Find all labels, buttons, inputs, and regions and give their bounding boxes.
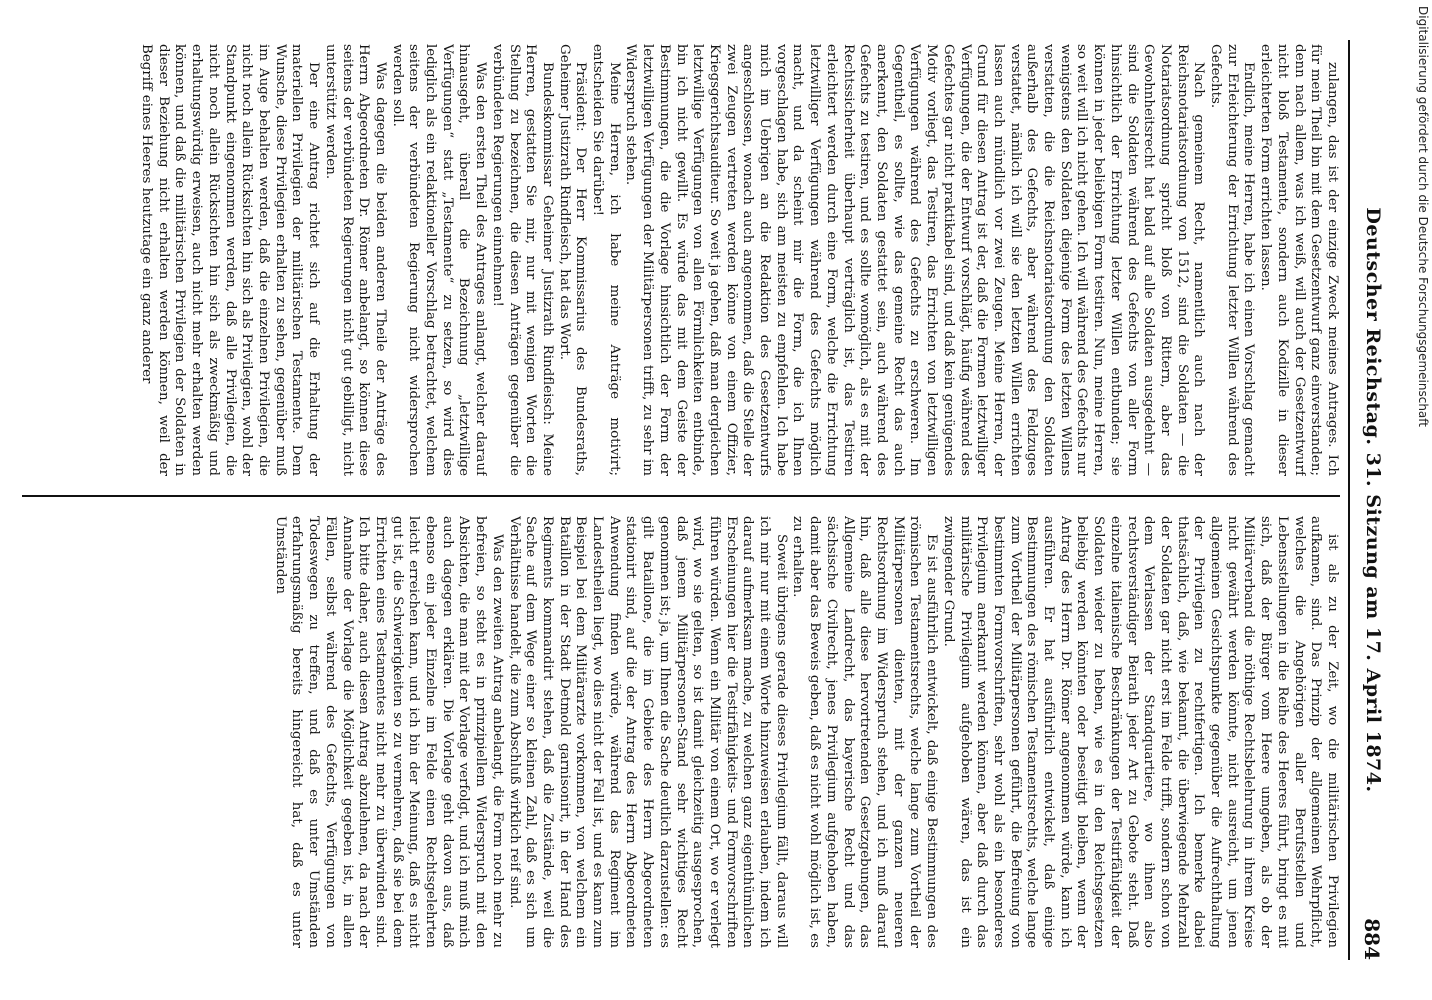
paragraph: Was dagegen die beiden anderen Theile der Anträge des Herrn Abgeordneten Dr. Römer anbelangt, so können diese seitens der verbündeten Regierungen nicht gut gebilligt, nicht unterstützt werden. [322,44,388,476]
paragraph: Endlich, meine Herren, habe ich einen Vorschlag gemacht zur Erleichterung der Errichtung letzter Willen während des Gefechts. [1208,44,1257,476]
paragraph: ist als zu der Zeit, wo die militärischen Privilegien aufkamen, sind. Das Prinzip der allgemeinen Wehrpflicht, welches die Angehörigen aller Berufsstellen und Lebensstellungen in die Reihe des Heeres führt, bringt es mit sich, daß der Bürger vom Heere umgeben, als ob der Militärverband die nöthige Rechtsbelehrung in ihrem Kreise nicht gewährt werden könnte, nicht ausreicht, um jenen allgemeinen Gesichtspunkte gegenüber die Aufrechthaltung der Privilegien zu rechtfertigen. Ich bemerke dabei thatsächlich, daß, wie bekannt, die überwiegende Mehrzahl der Soldaten gar nicht erst im Felde trifft, sondern schon von dem Verlassen der Standquartiere, wo ihnen also rechtsverständiger Beirath jeder Art zu Gebote steht. Daß einzelne italienische Beschränkungen der Testirfähigkeit der Soldaten wieder zu heben, wie es in den Reichsgesetzen beliebig werden könnten oder beseitigt bleiben, wenn der Antrag des Herrn Dr. Römer angenommen würde, kann ich ausführen. Er hat ausführlich entwickelt, daß einige Bestimmungen des römischen Testamentsrechts, welche lange zum Vortheil der Militärpersonen geführt, die Befreiung von bestimmten Formvorschriften, sehr wohl als ein besonderes Privilegium anerkannt werden können, aber daß durch das militärische Privilegium aufgehoben wären, das ist ein zwingender Grund. [940,516,1340,948]
running-title: Deutscher Reichstag. 31. Sitzung am 17. April 1874. [1362,207,1384,793]
digitization-credit-strip [1414,0,1432,1000]
paragraph: Nach gemeinem Recht, namentlich auch nach der Reichsnotariatsordnung von 1512, sind die Soldaten — die Notariatsordnung spricht bloß von Rittern, aber das Gewohnheitsrecht hat bald auf alle Soldaten ausgedehnt — sind die Soldaten während des Gefechts von aller Form hinsichtlich der Errichtung letzter Willen entbunden; sie können in jeder beliebigen Form testiren. Nun, meine Herren, so weit will ich nicht gehen. Ich will während des Gefechts nur wenigstens den Soldaten diejenige Form des letzten Willens verstatten, die die Reichsnotariatsordnung den Soldaten außerhalb des Gefechts, aber während des Feldzuges verstattet, nämlich ich will sie den letzten Willen errichten lassen auch mündlich vor zwei Zeugen. Meine Herren, der Grund für diesen Antrag ist der, daß die Formen letztwilliger Verfügungen, die der Entwurf vorschlägt, häufig während des Gefechtes gar nicht praktikabel sind, und daß kein genügendes Motiv vorliegt, das Testiren, das Errichten von letztwilligen Verfügungen während des Gefechts zu erschweren. Im Gegentheil, es sollte, wie das gemeine Recht das auch anerkennt, den Soldaten gestattet sein, auch während des Gefechts zu testiren, und es sollte womöglich, als es mit der Rechtssicherheit überhaupt verträglich ist, das Testiren erleichtert werden durch eine Form, welche die Errichtung letztwilliger Verfügungen während des Gefechts möglich macht, und da scheint mir die Form, die ich Ihnen vorgeschlagen habe, sich am meisten zu empfehlen. Ich habe mich im Uebrigen an die Redaktion des Gesetzentwurfs angeschlossen, wonach auch angenommen, daß die Stelle der zwei Zeugen vertreten werden könne von einem Offizier, Kriegsgerichtsauditeur. So weit ja gehen, daß man dergleichen letztwillige Verfügungen von allen Förmlichkeiten entbinde, bin ich nicht gewillt. Es würde das mit dem Geiste der Bestimmungen, die die Vorlage hinsichtlich der Form der letztwilligen Verfügungen der Militärpersonen trifft, zu sehr im Widerspruch stehen. [623,44,1207,476]
paragraph: Soweit übrigens gerade dieses Privilegium fällt, daraus will ich mir nur mit einem Worte hinzuweisen erlauben, indem ich darauf aufmerksam mache, zu welchen ganz eigenthümlichen Erscheinungen hier die Testirfähigkeits- und Formvorschriften führen würden. Wenn ein Militär von einem Ort, wo er verlegt wird, wo sie gelten, so ist damit gleichzeitig ausgesprochen, daß jenem Militärpersonen-Stand sehr wichtiges Recht genommen ist; ja, um Ihnen die Sache deutlich darzustellen: es gilt Bataillone, die im Gebiete des Herrn Abgeordneten stationirt sind, auf die der Antrag des Herrn Abgeordneten Anwendung finden würde, während das Regiment im Landestheilen liegt, wo dies nicht der Fall ist, und es kann zum Beispiel bei dem Militärarzte vorkommen, von welchem ein Bataillon in der Stadt Detmold garnisonirt, in der Hand des Regiments kommandirt stehen, daß die Zustände, weil die Sache auf dem Wege einer so kleinen Zahl, daß es sich um Verhältnisse handelt, die zum Abschluß wirklich reif sind. [506,516,789,948]
header-rule [1348,40,1350,960]
paragraph: Der eine Antrag richtet sich auf die Erhaltung der materiellen Privilegien der militärischen Testamente. Dem Wunsche, diese Privilegien erhalten zu sehen, gegenüber muß im Auge behalten werden, daß die einzelnen Privilegien, die nicht noch allein Rücksichten hin sich als Privilegien, wohl der Standpunkt eingenommen werden, daß alle Privilegien, die nicht noch allein Rücksichten hin sich als zweckmäßig und erhaltungswürdig erweisen, auch nicht mehr erhalten werden können, und daß die militärischen Privilegien der Soldaten in dieser Beziehung nicht erhalten werden können, weil der Begriff eines Heeres heutzutage ein ganz anderer [139,44,322,476]
left-text-column [20,44,1340,476]
paragraph: Meine Herren, ich habe meine Anträge motivirt; entscheiden Sie darüber! [590,44,622,476]
paragraph: Bundeskommissar Geheimer Justizrath Rindfleisch: Meine Herren, gestatten Sie mir, nur mit wenigen Worten die Stellung zu bezeichnen, die diesen Anträgen gegenüber die verbündeten Regierungen einnehmen! [489,44,555,476]
digitization-credit-text: Digitalisierung gefördert durch die Deutsche Forschungsgemeinschaft [1416,6,1430,428]
page-header [1354,40,1384,960]
paragraph: Was den zweiten Antrag anbelangt, die Form noch mehr zu befreien, so steht es in prinzipiellem Widerspruch mit den Absichten, die man mit der Vorlage verfolgt, und ich muß mich auch dagegen erklären. Die Vorlage geht davon aus, daß ebenso ein jeder Einzelne im Felde einen Rechtsgelehrten leicht erreichen kann, und ich bin der Meinung, daß es nicht gut ist, die Schwierigkeiten so zu vermehren, daß sie bei dem Errichten eines Testamentes nicht mehr zu überwinden sind. Ich bitte daher, auch diesen Antrag abzulehnen, da nach der Annahme der Vorlage die Möglichkeit gegeben ist, in allen Fällen, selbst während des Gefechts, Verfügungen von Todeswegen zu treffen, und daß es unter Umständen erfahrungsmäßig bereits hingereicht hat, daß es unter Umständen [272,516,505,948]
paragraph: Präsident: Der Herr Kommissarius des Bundesraths, Geheimer Justizrath Rindfleisch, hat das Wort. [556,44,589,476]
column-divider [22,495,1340,497]
page-number: 884 [1360,918,1384,960]
right-text-column [20,516,1340,948]
paragraph: Was den ersten Theil des Antrages anlangt, welcher darauf hinausgeht, überall die Bezeichnung „letztwillige Verfügungen“ statt „Testamente“ zu setzen, so wird dies lediglich als ein redaktioneller Vorschlag betrachtet, welchem seitens der verbündeten Regierung nicht widersprochen werden soll. [389,44,489,476]
paragraph: zulangen, das ist der einzige Zweck meines Antrages. Ich für mein Theil bin mit dem Gesetzentwurf ganz einverstanden; denn nach allem, was ich weiß, will auch der Gesetzentwurf nicht bloß Testamente, sondern auch Kodizille in dieser erleichterten Form errichten lassen. [1258,44,1340,476]
paragraph: Es ist ausführlich entwickelt, daß einige Bestimmungen des römischen Testamentsrechts, welche lange zum Vortheil der Militärpersonen dienten, mit der ganzen neueren Rechtsordnung im Widerspruch stehen, und ich muß darauf hin, daß alle diese hervortretenden Gesetzgebungen, das Allgemeine Landrecht, das bayerische Recht und das sächsische Civilrecht, jenes Privilegium aufgehoben haben, damit aber das Beweis geben, daß es nicht wohl möglich ist, es zu erhalten. [790,516,940,948]
